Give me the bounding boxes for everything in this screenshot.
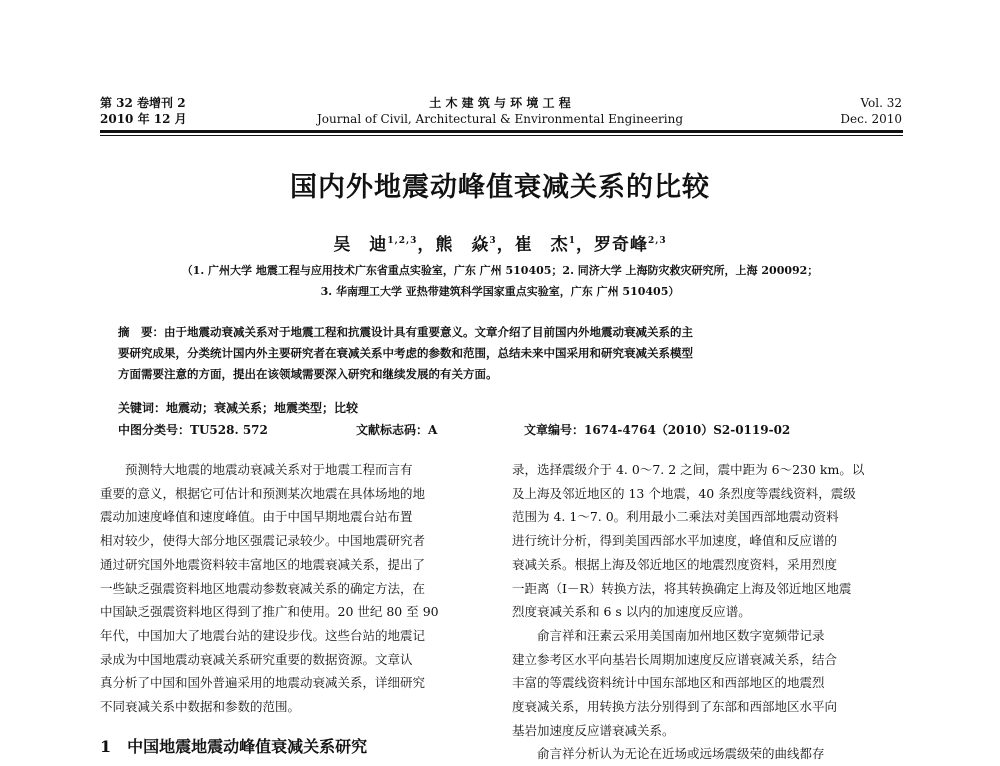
section-heading	[100, 734, 367, 757]
author-name: 罗奇峰	[593, 235, 648, 255]
body-line: 预测特大地震的地震动衰减关系对于地震工程而言有	[100, 462, 413, 477]
journal-name-chinese: 土 木 建 筑 与 环 境 工 程	[429, 96, 571, 110]
body-line: 重要的意义，根据它可估计和预测某次地震在具体场地的地	[100, 485, 426, 501]
section-number: 1	[100, 737, 112, 756]
body-line: 一距离（I－R）转换方法，将其转换确定上海及邻近地区地震	[512, 580, 852, 596]
author-list: 吴 迪$^{1,2,3}$，熊 焱$^3$，崔 杰$^1$，罗奇峰$^{2,3}$	[333, 235, 667, 255]
document-code	[356, 421, 437, 438]
article-number-value: 1674-4764（2010）S2-0119-02	[584, 423, 791, 437]
body-line: 俞言祥和汪素云采用美国南加州地区数字宽频带记录	[512, 627, 825, 643]
body-left-column	[100, 458, 480, 719]
body-line: 震动加速度峰值和速度峰值。由于中国早期地震台站布置	[100, 509, 413, 525]
body-line: 及上海及邻近地区的 13 个地震，40 条烈度等震线资料，震级	[512, 485, 856, 501]
body-line: 基岩加速度反应谱衰减关系。	[512, 722, 675, 738]
body-line: 一些缺乏强震资料地区地震动参数衰减关系的确定方法，在	[100, 580, 426, 596]
body-line: 衰减关系。根据上海及邻近地区的地震烈度资料，采用烈度	[512, 556, 838, 572]
body-line: 俞言祥分析认为无论在近场或远场震级荣的曲线都存	[512, 746, 825, 762]
body-line: 范围为 4. 1～7. 0。利用最小二乘法对美国西部地震动资料	[512, 509, 839, 525]
affiliation-line: （1. 广州大学 地震工程与应用技术广东省重点实验室，广东 广州 510405；2. 同济大学 上海防灾救灾研究所，上海 200092；	[181, 264, 819, 277]
keywords-text: 地震动；衰减关系；地震类型；比较	[166, 401, 359, 415]
author-name: 吴 迪	[333, 235, 388, 255]
body-line: 烈度衰减关系和 6 s 以内的加速度反应谱。	[512, 604, 751, 620]
body-line: 度衰减关系，用转换方法分别得到了东部和西部地区水平向	[512, 699, 838, 715]
journal-volume-info	[100, 95, 187, 127]
author-affiliation-marker: 2,3	[647, 236, 667, 246]
volume-issue: 第 32 卷增刊 2	[100, 96, 186, 110]
abstract-block	[118, 322, 888, 385]
abstract-line: 由于地震动衰减关系对于地震工程和抗震设计具有重要意义。文章介绍了目前国内外地震动衰减关系的主	[164, 325, 693, 339]
paper-title: 国内外地震动峰值衰减关系的比较	[290, 172, 710, 203]
body-right-column	[512, 458, 902, 766]
clc-label: 中图分类号：	[118, 423, 191, 437]
keywords-label: 关键词：	[118, 401, 167, 415]
header-rule-thin	[100, 135, 903, 136]
author-affiliation-marker: 1	[568, 236, 576, 246]
journal-name-english: Journal of Civil, Architectural & Environmental Engineering	[316, 112, 684, 126]
article-number	[524, 421, 790, 438]
author-affiliation-marker: 3	[489, 236, 497, 246]
document-code-value: A	[428, 423, 438, 437]
body-line: 真分析了中国和国外普遍采用的地震动衰减关系，详细研究	[100, 675, 426, 691]
article-number-label: 文章编号：	[524, 423, 585, 437]
body-line: 进行统计分析，得到美国西部水平加速度，峰值和反应谱的	[512, 533, 838, 549]
header-rule-thick	[100, 130, 903, 133]
publication-date: 2010 年 12 月	[100, 112, 187, 126]
body-line: 相对较少，使得大部分地区强震记录较少。中国地震研究者	[100, 533, 426, 549]
author-affiliation-marker: 1,2,3	[387, 236, 418, 246]
abstract-label: 摘 要：	[118, 325, 164, 339]
clc-number	[118, 421, 268, 438]
author-name: 熊 焱	[435, 235, 490, 255]
section-title: 中国地震地震动峰值衰减关系研究	[127, 737, 368, 756]
body-line: 录，选择震级介于 4. 0～7. 2 之间，震中距为 6～230 km。以	[512, 462, 865, 477]
document-code-label: 文献标志码：	[356, 423, 429, 437]
body-line: 建立参考区水平向基岩长周期加速度反应谱衰减关系，结合	[512, 651, 838, 667]
journal-name	[300, 95, 700, 127]
author-name: 崔 杰	[514, 235, 569, 255]
body-line: 年代，中国加大了地震台站的建设步伐。这些台站的地震记	[100, 627, 426, 643]
journal-volume-english	[840, 95, 902, 127]
body-line: 中国缺乏强震资料地区得到了推广和使用。20 世纪 80 至 90	[100, 604, 439, 620]
keywords	[118, 399, 358, 416]
body-line: 录成为中国地震动衰减关系研究重要的数据资源。文章认	[100, 651, 413, 667]
abstract-line: 方面需要注意的方面，提出在该领域需要深入研究和继续发展的有关方面。	[118, 367, 498, 381]
affiliation-line: 3. 华南理工大学 亚热带建筑科学国家重点实验室，广东 广州 510405）	[320, 285, 680, 298]
body-line: 丰富的等震线资料统计中国东部地区和西部地区的地震烈	[512, 675, 825, 691]
abstract-line: 要研究成果，分类统计国内外主要研究者在衰减关系中考虑的参数和范围，总结未来中国采用和研究衰减关系模型	[118, 346, 693, 360]
body-line: 不同衰减关系中数据和参数的范围。	[100, 699, 301, 715]
issue-date: Dec. 2010	[840, 112, 902, 126]
clc-value: TU528. 572	[190, 423, 268, 437]
volume-number: Vol. 32	[860, 96, 902, 110]
body-line: 通过研究国外地震资料较丰富地区的地震衰减关系，提出了	[100, 556, 426, 572]
